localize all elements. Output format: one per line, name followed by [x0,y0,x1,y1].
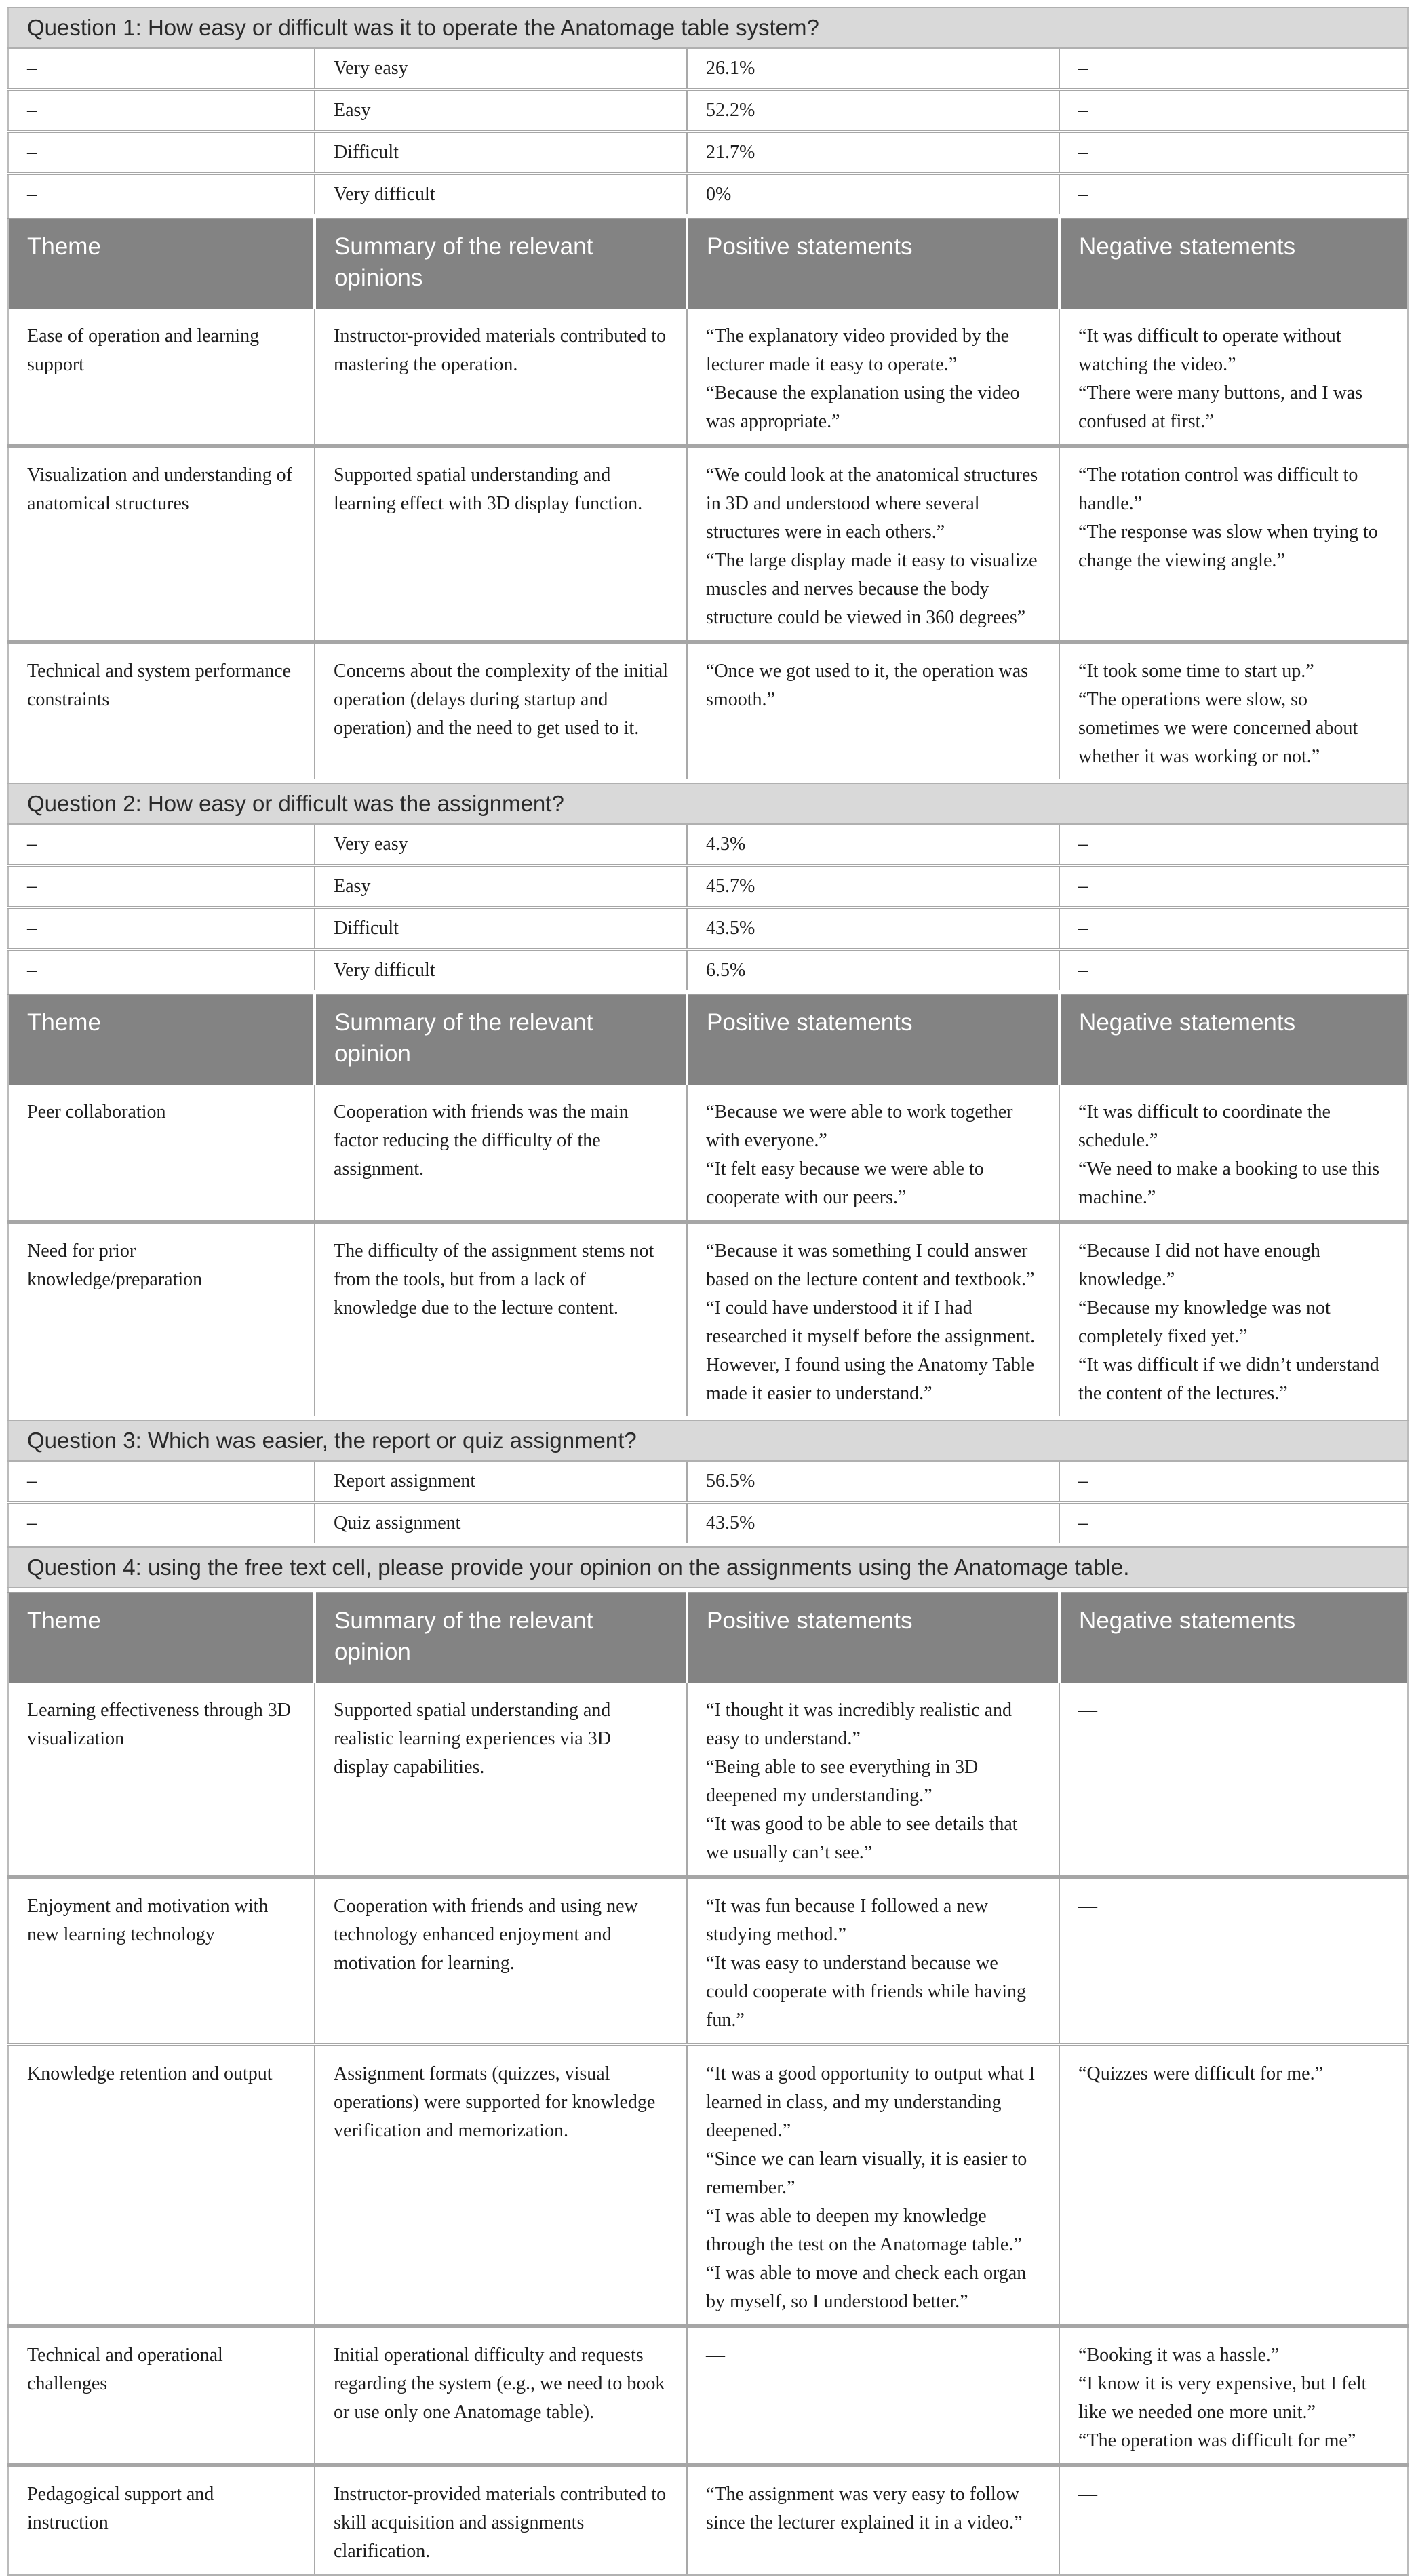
statement: “It was difficult to operate without watching the video.” [1078,326,1341,375]
statement: “It was a good opportunity to output what I learned in class, and my understanding deepened.” [706,2063,1036,2141]
theme-cell [8,309,315,446]
positive-cell [687,2045,1059,2326]
positive-cell [687,446,1059,642]
option-dash-right: – [1059,908,1408,950]
survey-table-body [8,7,1408,2575]
theme-row [8,446,1408,642]
question-4-band: Question 4: using the free text cell, please provide your opinion on the assignments using the Anatomage table. [8,1547,1408,1588]
option-label: Report assignment [315,1461,687,1502]
statement: “I thought it was incredibly realistic and easy to understand.” [706,1700,1012,1749]
positive-cell [687,1683,1059,1877]
statement: Need for prior knowledge/preparation [27,1241,203,1290]
option-value: 6.5% [687,950,1059,990]
summary-cell [315,642,687,780]
statement: “The response was slow when trying to change the viewing angle.” [1078,522,1378,571]
positive-cell [687,1222,1059,1417]
positive-cell [687,2326,1059,2465]
option-dash-left: – [27,58,37,79]
summary-cell [315,1085,687,1222]
positive-cell [687,1877,1059,2045]
option-row [8,132,1408,174]
statement: Visualization and understanding of anatomical structures [27,465,293,514]
column-header-summary: Summary of the relevant opinion [315,1593,687,1683]
column-header-summary: Summary of the relevant opinions [315,218,687,309]
option-label: Very easy [315,48,687,90]
option-label: Easy [315,865,687,908]
statement: “Once we got used to it, the operation was smooth.” [706,661,1029,710]
theme-row [8,1877,1408,2045]
statement: “It was difficult to coordinate the schedule.” [1078,1101,1331,1151]
statement: “Booking it was a hassle.” [1078,2345,1280,2366]
statement: “Since we can learn visually, it is easier to remember.” [706,2149,1027,2198]
option-row [8,1461,1408,1502]
theme-cell [8,1683,315,1877]
column-header-positive: Positive statements [687,218,1059,309]
statement: “It was fun because I followed a new studying method.” [706,1896,988,1945]
summary-cell [315,446,687,642]
statement: — [1078,2484,1098,2505]
option-row [8,950,1408,990]
statement: “We need to make a booking to use this machine.” [1078,1158,1380,1208]
statement: Initial operational difficulty and requests regarding the system (e.g., we need to book or use only one Anatomage table). [334,2345,665,2423]
negative-cell [1059,446,1408,642]
theme-cell [8,1877,315,2045]
option-dash-left: – [8,1502,315,1543]
theme-cell [8,1222,315,1417]
column-header-summary: Summary of the relevant opinion [315,994,687,1085]
statement: Cooperation with friends was the main factor reducing the difficulty of the assignment. [334,1101,629,1179]
column-header-negative: Negative statements [1059,218,1408,309]
statement: — [1078,1700,1098,1721]
statement: Concerns about the complexity of the initial operation (delays during startup and operation) and the need to get used to it. [334,661,669,739]
option-dash-left: – [8,950,315,990]
positive-cell [687,1085,1059,1222]
option-label: Very easy [315,824,687,865]
theme-row [8,2326,1408,2465]
theme-cell [8,2045,315,2326]
option-value: 43.5% [687,908,1059,950]
statement: Knowledge retention and output [27,2063,273,2084]
statement: — [1078,1896,1098,1917]
option-dash-right: – [1059,824,1408,865]
theme-cell [8,2465,315,2575]
theme-row [8,1085,1408,1222]
option-dash-right: – [1059,90,1408,132]
positive-cell [687,2465,1059,2575]
option-row [8,90,1408,132]
column-header-theme: Theme [8,1593,315,1683]
summary-cell [315,309,687,446]
statement: “Because it was something I could answer based on the lecture content and textbook.” [706,1241,1035,1290]
option-label: Difficult [315,908,687,950]
theme-row [8,2465,1408,2575]
option-dash-right: – [1059,950,1408,990]
column-header-row [8,218,1408,309]
statement: “The rotation control was difficult to handle.” [1078,465,1358,514]
option-value: 43.5% [687,1502,1059,1543]
option-dash-left: – [8,865,315,908]
statement: “The assignment was very easy to follow since the lecturer explained it in a video.” [706,2484,1023,2533]
question-2-band: Question 2: How easy or difficult was the assignment? [8,783,1408,824]
column-header-negative: Negative statements [1059,1593,1408,1683]
statement: “I was able to deepen my knowledge through the test on the Anatomage table.” [706,2206,1022,2255]
statement: “It was good to be able to see details that we usually can’t see.” [706,1814,1018,1863]
statement: “There were many buttons, and I was confused at first.” [1078,383,1363,432]
option-label: Difficult [315,132,687,174]
option-dash-left: – [8,132,315,174]
statement: Peer collaboration [27,1101,166,1123]
negative-cell [1059,2045,1408,2326]
positive-cell [687,642,1059,780]
option-dash-right: – [1059,1502,1408,1543]
statement: Instructor-provided materials contributed to skill acquisition and assignments clarification. [334,2484,667,2562]
option-label: Very difficult [315,174,687,214]
page [0,7,1416,2562]
statement: “It took some time to start up.” [1078,661,1314,682]
statement: The difficulty of the assignment stems not from the tools, but from a lack of knowledge due to the lecture content. [334,1241,654,1319]
statement: “Because we were able to work together with everyone.” [706,1101,1013,1151]
statement: Pedagogical support and instruction [27,2484,214,2533]
option-value: 4.3% [687,824,1059,865]
option-row [8,48,1408,90]
column-header-row [8,1593,1408,1683]
option-row [8,908,1408,950]
option-value: 26.1% [687,48,1059,90]
column-header-theme: Theme [8,218,315,309]
statement: “Because the explanation using the video was appropriate.” [706,383,1020,432]
option-row [8,824,1408,865]
statement: “Because my knowledge was not completely fixed yet.” [1078,1297,1331,1347]
negative-cell [1059,1683,1408,1877]
statement: “It was easy to understand because we could cooperate with friends while having fun.” [706,1953,1026,2031]
summary-cell [315,2045,687,2326]
option-row [8,1502,1408,1543]
theme-row [8,309,1408,446]
statement: Technical and operational challenges [27,2345,223,2394]
option-dash-left: – [8,908,315,950]
statement: “I was able to move and check each organ by myself, so I understood better.” [706,2263,1027,2312]
statement: “Because I did not have enough knowledge.” [1078,1241,1320,1290]
summary-cell [315,1683,687,1877]
statement: “I could have understood it if I had researched it myself before the assignment. However, I found using the Anatomy Table made it easier to understand.” [706,1297,1036,1404]
statement: Supported spatial understanding and learning effect with 3D display function. [334,465,643,514]
option-dash-right: – [1059,865,1408,908]
option-dash-left: – [27,1470,37,1491]
option-dash-left: – [27,834,37,855]
question-band-row-4 [8,1547,1408,1588]
option-label: Easy [315,90,687,132]
negative-cell [1059,2465,1408,2575]
option-dash-left: – [8,90,315,132]
option-dash-right: – [1059,1461,1408,1502]
theme-cell [8,2326,315,2465]
row-gap [8,1588,1408,1593]
statement: “We could look at the anatomical structures in 3D and understood where several structures were in each others.” [706,465,1038,543]
option-row [8,865,1408,908]
option-label: Very difficult [315,950,687,990]
theme-row [8,1222,1408,1417]
column-header-positive: Positive statements [687,994,1059,1085]
option-value: 0% [687,174,1059,214]
statement: Cooperation with friends and using new technology enhanced enjoyment and motivation for learning. [334,1896,638,1974]
negative-cell [1059,642,1408,780]
statement: “Being able to see everything in 3D deepened my understanding.” [706,1757,979,1806]
statement: Ease of operation and learning support [27,326,260,375]
statement: “The large display made it easy to visualize muscles and nerves because the body structure could be viewed in 360 degrees” [706,550,1038,628]
negative-cell [1059,1222,1408,1417]
statement: “The operations were slow, so sometimes we were concerned about whether it was working or not.” [1078,689,1358,767]
question-3-band: Question 3: Which was easier, the report or quiz assignment? [8,1420,1408,1461]
statement: Technical and system performance constraints [27,661,292,710]
column-header-theme: Theme [8,994,315,1085]
statement: Instructor-provided materials contributed to mastering the operation. [334,326,667,375]
option-dash-right: – [1059,48,1408,90]
option-label: Quiz assignment [315,1502,687,1543]
positive-cell [687,309,1059,446]
theme-cell [8,1085,315,1222]
summary-cell [315,1877,687,2045]
negative-cell [1059,2326,1408,2465]
statement: “It was difficult if we didn’t understand the content of the lectures.” [1078,1354,1379,1404]
summary-cell [315,2465,687,2575]
option-value: 21.7% [687,132,1059,174]
summary-cell [315,1222,687,1417]
option-row [8,174,1408,214]
negative-cell [1059,309,1408,446]
summary-cell [315,2326,687,2465]
statement: Enjoyment and motivation with new learning technology [27,1896,269,1945]
statement: Supported spatial understanding and realistic learning experiences via 3D display capabilities. [334,1700,611,1778]
statement: Assignment formats (quizzes, visual operations) were supported for knowledge verification and memorization. [334,2063,656,2141]
statement: “The explanatory video provided by the lecturer made it easy to operate.” [706,326,1010,375]
theme-cell [8,642,315,780]
negative-cell [1059,1085,1408,1222]
question-band-row-2 [8,783,1408,824]
statement: “It felt easy because we were able to cooperate with our peers.” [706,1158,984,1208]
statement: “The operation was difficult for me” [1078,2430,1356,2451]
survey-table [7,7,1409,2576]
option-value: 56.5% [687,1461,1059,1502]
negative-cell [1059,1877,1408,2045]
question-band-row-1 [8,7,1408,48]
statement: “I know it is very expensive, but I felt like we needed one more unit.” [1078,2373,1367,2423]
column-header-negative: Negative statements [1059,994,1408,1085]
theme-row [8,1683,1408,1877]
column-header-row [8,994,1408,1085]
statement: — [706,2345,726,2366]
question-band-row-3 [8,1420,1408,1461]
statement: Learning effectiveness through 3D visualization [27,1700,292,1749]
row-gap-cell [8,1588,1408,1593]
option-value: 52.2% [687,90,1059,132]
column-header-positive: Positive statements [687,1593,1059,1683]
theme-cell [8,446,315,642]
option-dash-right: – [1059,174,1408,214]
theme-row [8,2045,1408,2326]
statement: “Quizzes were difficult for me.” [1078,2063,1324,2084]
option-dash-left: – [8,174,315,214]
option-dash-right: – [1059,132,1408,174]
theme-row [8,642,1408,780]
option-value: 45.7% [687,865,1059,908]
question-1-band: Question 1: How easy or difficult was it to operate the Anatomage table system? [8,7,1408,48]
